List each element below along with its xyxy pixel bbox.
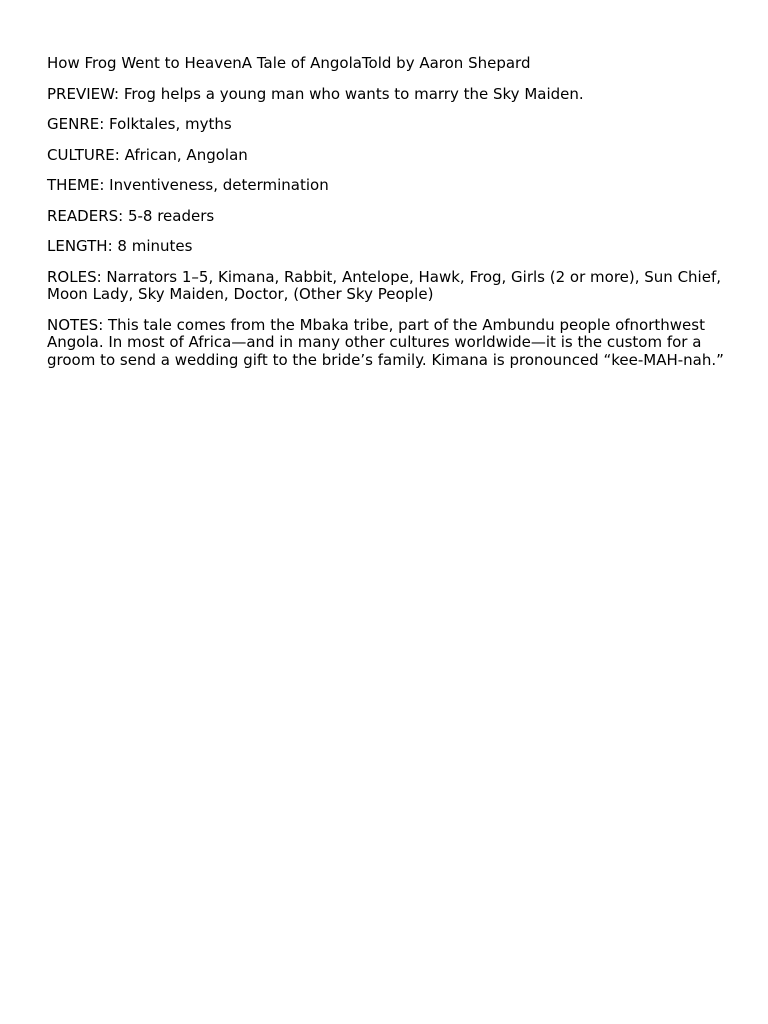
preview-line: PREVIEW: Frog helps a young man who wants to marry the Sky Maiden. <box>47 84 584 103</box>
title-line: How Frog Went to HeavenA Tale of AngolaTold by Aaron Shepard <box>47 54 531 72</box>
readers-line: READERS: 5-8 readers <box>47 206 215 225</box>
notes-paragraph: NOTES: This tale comes from the Mbaka tribe, part of the Ambundu people ofnorthwest Angola. In most of Africa—and in many other cultures worldwide—it is the custom for a groom to send a wedding gift to the bride’s family. Kimana is pronounced “kee-MAH-nah.” <box>47 315 724 369</box>
theme-line: THEME: Inventiveness, determination <box>47 176 329 194</box>
genre-line: GENRE: Folktales, myths <box>47 115 232 133</box>
length-line: LENGTH: 8 minutes <box>47 237 193 255</box>
document-page <box>47 55 727 382</box>
roles-paragraph: ROLES: Narrators 1–5, Kimana, Rabbit, Antelope, Hawk, Frog, Girls (2 or more), Sun Chief, Moon Lady, Sky Maiden, Doctor, (Other Sky People) <box>47 267 722 303</box>
culture-line: CULTURE: African, Angolan <box>47 145 248 164</box>
